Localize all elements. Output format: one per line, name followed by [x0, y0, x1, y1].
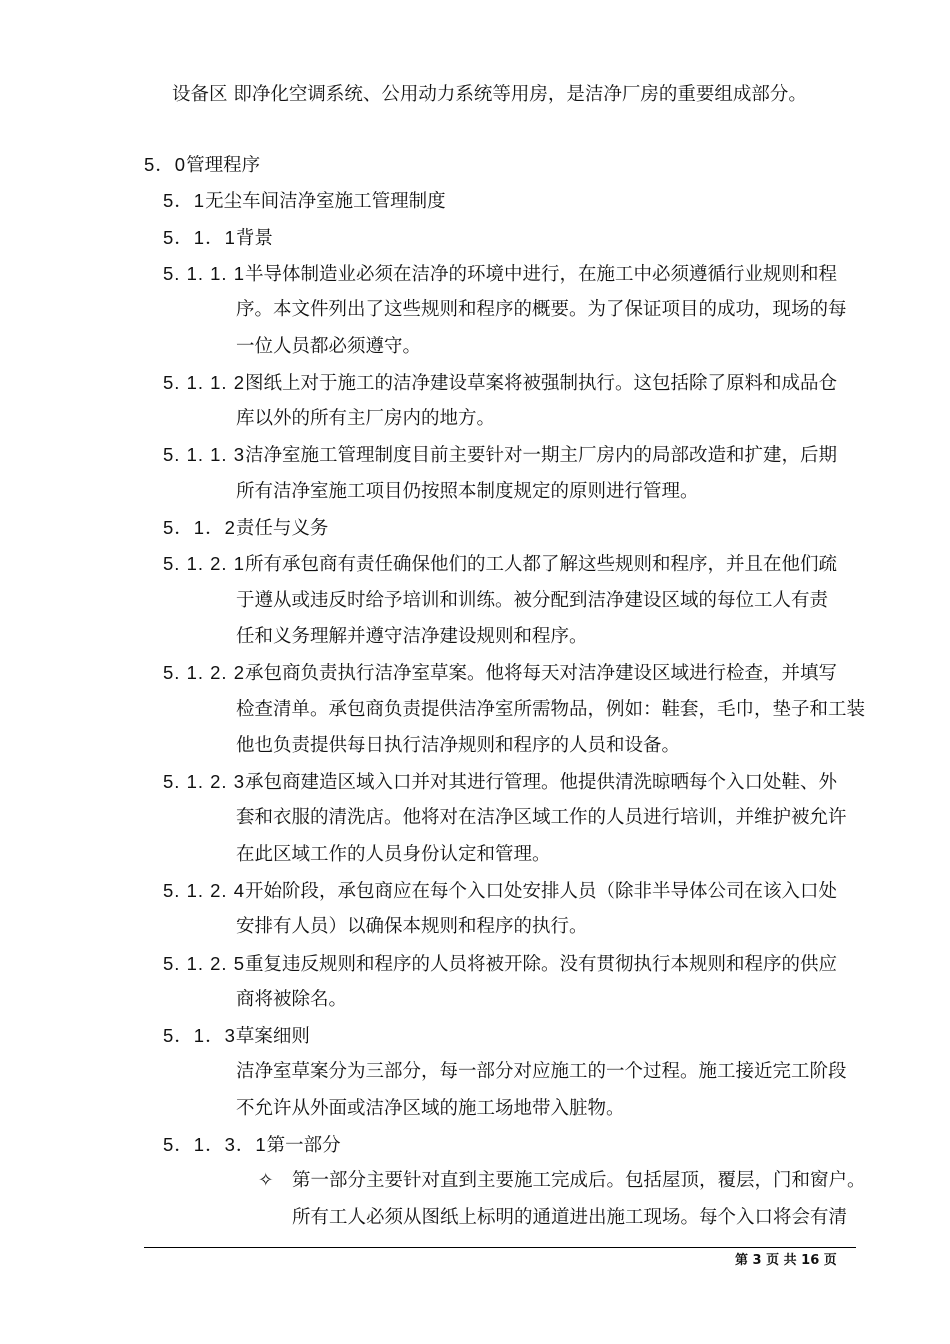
clause-text: 半导体制造业必须在洁净的环境中进行，在施工中必须遵循行业规则和程: [245, 264, 838, 285]
section-number: 5．1．3．1: [163, 1134, 267, 1155]
clause-line: [163, 262, 837, 287]
section-number: 5．1: [163, 190, 206, 211]
clause-text: 所有承包商有责任确保他们的工人都了解这些规则和程序，并且在他们疏: [245, 554, 838, 575]
line-text: 于遵从或违反时给予培训和训练。被分配到洁净建设区域的每位工人有责: [236, 590, 829, 611]
line-text: 不允许从外面或洁净区域的施工场地带入脏物。: [236, 1098, 625, 1119]
bullet-continuation: [292, 1206, 847, 1230]
line-text: 库以外的所有主厂房内的地方。: [236, 408, 496, 429]
paragraph-line: [172, 83, 807, 107]
section-title: 责任与义务: [235, 518, 329, 539]
line-text: 所有工人必须从图纸上标明的通道进出施工现场。每个入口将会有清: [292, 1207, 848, 1228]
diamond-bullet-icon: ✧: [258, 1170, 274, 1191]
clause-number: 5. 1. 2. 4: [163, 880, 245, 901]
clause-text: 洁净室施工管理制度目前主要针对一期主厂房内的局部改造和扩建，后期: [245, 445, 838, 466]
clause-number: 5. 1. 2. 3: [163, 771, 245, 792]
clause-continuation: [236, 407, 495, 431]
line-text: 安排有人员）以确保本规则和程序的执行。: [236, 916, 588, 937]
bullet-text: 第一部分主要针对直到主要施工完成后。包括屋顶，覆层，门和窗户。: [292, 1170, 866, 1191]
clause-continuation: [236, 988, 347, 1012]
section-heading: [163, 226, 273, 251]
paragraph-line: [236, 1060, 847, 1084]
clause-number: 5. 1. 1. 1: [163, 263, 245, 284]
line-text: 套和衣服的清洗店。他将对在洁净区域工作的人员进行培训，并维护被允许: [236, 807, 847, 828]
clause-continuation: [236, 698, 865, 722]
clause-continuation: [236, 589, 828, 613]
section-title: 背景: [235, 228, 273, 249]
section-title: 第一部分: [266, 1135, 341, 1156]
footer-rule: [144, 1247, 856, 1248]
section-number: 5．1．3: [163, 1025, 236, 1046]
section-heading: [163, 189, 446, 214]
clause-text: 承包商建造区域入口并对其进行管理。他提供清洗晾晒每个入口处鞋、外: [245, 772, 838, 793]
clause-number: 5. 1. 1. 3: [163, 444, 245, 465]
section-number: 5．1．1: [163, 227, 236, 248]
clause-continuation: [236, 806, 847, 830]
clause-continuation: [236, 298, 847, 322]
clause-continuation: [236, 625, 588, 649]
section-number: 5．1．2: [163, 517, 236, 538]
clause-text: 承包商负责执行洁净室草案。他将每天对洁净建设区域进行检查，并填写: [245, 663, 838, 684]
clause-continuation: [236, 335, 421, 359]
section-title: 管理程序: [186, 155, 261, 176]
line-text: 序。本文件列出了这些规则和程序的概要。为了保证项目的成功，现场的每: [236, 299, 847, 320]
line-text: 在此区域工作的人员身份认定和管理。: [236, 844, 551, 865]
line-text: 检查清单。承包商负责提供洁净室所需物品，例如：鞋套，毛巾，垫子和工装: [236, 699, 866, 720]
clause-number: 5. 1. 2. 5: [163, 953, 245, 974]
line-text: 所有洁净室施工项目仍按照本制度规定的原则进行管理。: [236, 481, 699, 502]
clause-continuation: [236, 480, 699, 504]
section-heading: [144, 153, 260, 178]
clause-line: [163, 952, 837, 977]
clause-continuation: [236, 843, 551, 867]
line-text: 任和义务理解并遵守洁净建设规则和程序。: [236, 626, 588, 647]
clause-number: 5. 1. 2. 2: [163, 662, 245, 683]
section-heading: [163, 1024, 310, 1049]
clause-line: [163, 661, 837, 686]
line-text: 洁净室草案分为三部分，每一部分对应施工的一个过程。施工接近完工阶段: [236, 1061, 847, 1082]
clause-text: 开始阶段，承包商应在每个入口处安排人员（除非半导体公司在该入口处: [245, 881, 838, 902]
clause-continuation: [236, 915, 588, 939]
section-heading: [163, 516, 328, 541]
bullet-item: [258, 1169, 866, 1193]
section-number: 5．0: [144, 154, 187, 175]
page-footer: 第 3 页 共 16 页: [735, 1253, 837, 1268]
section-title: 草案细则: [235, 1026, 310, 1047]
clause-number: 5. 1. 1. 2: [163, 372, 245, 393]
clause-line: [163, 371, 837, 396]
section-title: 无尘车间洁净室施工管理制度: [205, 191, 446, 212]
line-text: 商将被除名。: [236, 989, 348, 1010]
clause-text: 图纸上对于施工的洁净建设草案将被强制执行。这包括除了原料和成品仓: [245, 373, 838, 394]
clause-number: 5. 1. 2. 1: [163, 553, 245, 574]
clause-line: [163, 552, 837, 577]
line-text: 设备区 即净化空调系统、公用动力系统等用房，是洁净厂房的重要组成部分。: [172, 84, 807, 105]
line-text: 他也负责提供每日执行洁净规则和程序的人员和设备。: [236, 735, 681, 756]
clause-text: 重复违反规则和程序的人员将被开除。没有贯彻执行本规则和程序的供应: [245, 954, 838, 975]
paragraph-line: [236, 1097, 625, 1121]
clause-line: [163, 770, 837, 795]
clause-continuation: [236, 734, 680, 758]
line-text: 一位人员都必须遵守。: [236, 336, 422, 357]
section-heading: [163, 1133, 341, 1158]
clause-line: [163, 879, 837, 904]
clause-line: [163, 443, 837, 468]
